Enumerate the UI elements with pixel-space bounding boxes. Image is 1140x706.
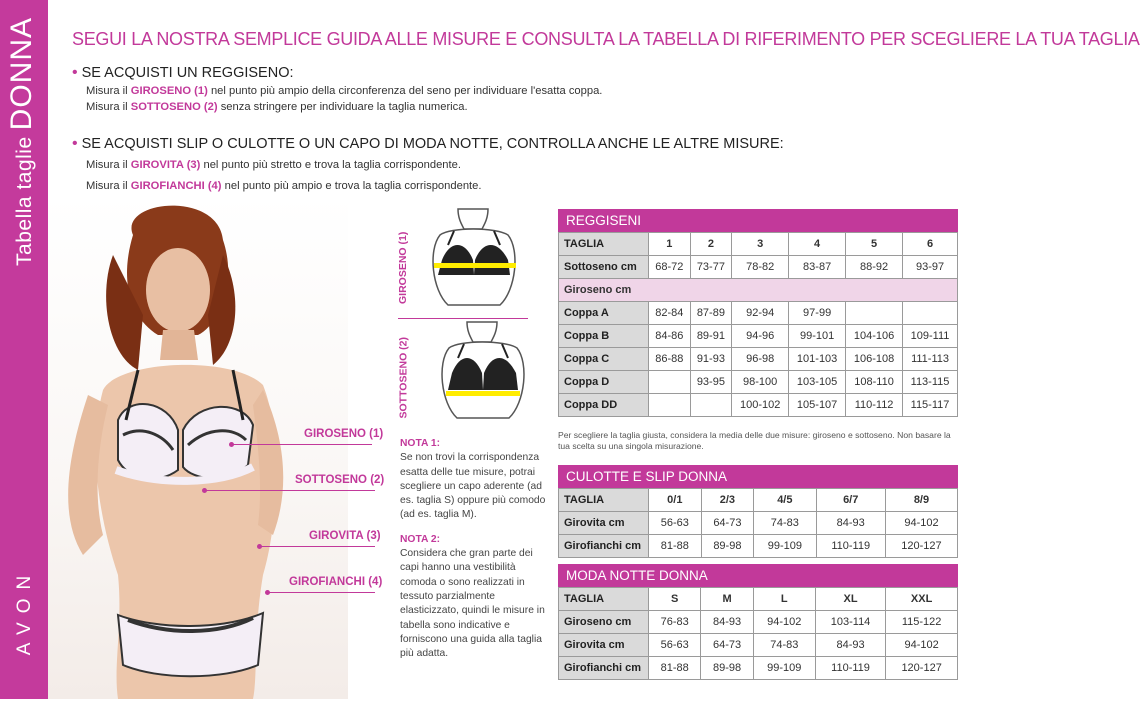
table-cell: 84-93 <box>816 512 885 535</box>
table-row <box>559 634 958 657</box>
table-cell: 120-127 <box>886 657 958 680</box>
table-cell: 84-86 <box>649 325 691 348</box>
sidebar-title-small: Tabella taglie <box>13 136 36 266</box>
table-header-row <box>559 588 958 611</box>
reggiseni-title: REGGISENI <box>558 209 958 232</box>
table-cell: 73-77 <box>690 256 732 279</box>
girovita-dot <box>257 544 262 549</box>
table-row <box>559 325 958 348</box>
note2-text: Considera che gran parte dei capi hanno una vestibilità comoda o sono realizzati in tessuto parzialmente elasticizzato, quindi le misure in tabella sono indicative e forniscono una guida alla taglia più adatta. <box>400 548 545 660</box>
bullet-icon: • <box>72 135 78 152</box>
table-cell: 68-72 <box>649 256 691 279</box>
table-cell: 89-98 <box>701 657 753 680</box>
table-cell: 103-105 <box>789 371 846 394</box>
bra-instruction-2: Misura il SOTTOSENO (2) senza stringere per individuare la taglia numerica. <box>86 101 468 113</box>
section-bra-heading: • SE ACQUISTI UN REGGISENO: <box>72 64 294 81</box>
table-cell: 99-109 <box>754 535 816 558</box>
table-cell: 82-84 <box>649 302 691 325</box>
page-headline: SEGUI LA NOSTRA SEMPLICE GUIDA ALLE MISURE E CONSULTA LA TABELLA DI RIFERIMENTO PER SCEGLIERE LA TUA TAGLIA <box>72 29 1140 49</box>
row-label: Girovita cm <box>559 634 649 657</box>
size-header: 3 <box>732 233 789 256</box>
taglia-label: TAGLIA <box>559 489 649 512</box>
callout-giroseno: GIROSENO (1) <box>304 428 384 440</box>
callout-sottoseno: SOTTOSENO (2) <box>295 474 385 486</box>
girovita-line <box>260 546 375 547</box>
table-cell: 86-88 <box>649 348 691 371</box>
table-row <box>559 256 958 279</box>
row-label: Girofianchi cm <box>559 657 649 680</box>
bra-instruction-1: Misura il GIROSENO (1) nel punto più ampio della circonferenza del seno per individuare l'esatta coppa. <box>86 85 603 97</box>
row-label: Sottoseno cm <box>559 256 649 279</box>
giroseno-subheader: Giroseno cm <box>559 279 958 302</box>
table-row <box>559 371 958 394</box>
mannequin-sottoseno-icon <box>432 318 532 423</box>
culotte-table-block <box>558 465 958 558</box>
table-cell: 96-98 <box>732 348 789 371</box>
table-cell: 94-96 <box>732 325 789 348</box>
sottoseno-line <box>205 490 375 491</box>
table-cell: 87-89 <box>690 302 732 325</box>
table-cell <box>846 302 903 325</box>
table-row <box>559 302 958 325</box>
size-header: XXL <box>886 588 958 611</box>
table-row <box>559 512 958 535</box>
table-cell: 84-93 <box>701 611 753 634</box>
briefs-instruction-1: Misura il GIROVITA (3) nel punto più stretto e trova la taglia corrispondente. <box>86 159 461 171</box>
table-subheader-row <box>559 279 958 302</box>
row-label: Girofianchi cm <box>559 535 649 558</box>
culotte-table <box>558 488 958 558</box>
table-cell: 89-98 <box>701 535 754 558</box>
table-cell <box>649 394 691 417</box>
table-cell: 64-73 <box>701 512 754 535</box>
row-label: Coppa B <box>559 325 649 348</box>
reggiseni-footnote: Per scegliere la taglia giusta, considera la media delle due misure: giroseno e sottoseno. Non basare la tua scelta su una singola misurazione. <box>558 430 951 451</box>
table-cell: 89-91 <box>690 325 732 348</box>
table-cell: 105-107 <box>789 394 846 417</box>
bullet-icon: • <box>72 64 78 81</box>
table-cell: 110-112 <box>846 394 903 417</box>
sidebar-title-big: DONNA <box>5 17 38 131</box>
table-cell: 108-110 <box>846 371 903 394</box>
moda-notte-table-block <box>558 564 958 680</box>
table-cell: 92-94 <box>732 302 789 325</box>
table-cell: 98-100 <box>732 371 789 394</box>
model-photo <box>48 195 348 699</box>
table-row <box>559 611 958 634</box>
size-header: 6 <box>903 233 958 256</box>
table-cell: 81-88 <box>649 535 702 558</box>
size-header: 1 <box>649 233 691 256</box>
table-cell: 100-102 <box>732 394 789 417</box>
row-label: Coppa DD <box>559 394 649 417</box>
size-header: S <box>649 588 701 611</box>
culotte-title: CULOTTE E SLIP DONNA <box>558 465 958 488</box>
table-cell: 74-83 <box>754 512 816 535</box>
table-cell: 101-103 <box>789 348 846 371</box>
table-cell: 106-108 <box>846 348 903 371</box>
table-cell: 113-115 <box>903 371 958 394</box>
reggiseni-table <box>558 232 958 417</box>
table-cell: 110-119 <box>815 657 885 680</box>
note1-title: NOTA 1: <box>400 438 441 449</box>
table-row <box>559 657 958 680</box>
mannequin-giroseno-icon <box>420 205 530 310</box>
sidebar <box>0 0 48 699</box>
table-cell: 94-102 <box>885 512 957 535</box>
table-cell: 64-73 <box>701 634 753 657</box>
giroseno-dot <box>229 442 234 447</box>
table-cell <box>903 302 958 325</box>
table-cell: 94-102 <box>886 634 958 657</box>
table-cell: 94-102 <box>753 611 815 634</box>
table-cell: 56-63 <box>649 634 701 657</box>
table-cell: 91-93 <box>690 348 732 371</box>
reggiseni-table-block <box>558 209 958 417</box>
table-cell <box>690 394 732 417</box>
table-row <box>559 535 958 558</box>
table-row <box>559 348 958 371</box>
table-header-row <box>559 489 958 512</box>
table-cell: 103-114 <box>815 611 885 634</box>
taglia-label: TAGLIA <box>559 588 649 611</box>
giroseno-line <box>232 444 372 445</box>
table-cell: 84-93 <box>815 634 885 657</box>
table-cell: 93-97 <box>903 256 958 279</box>
sottoseno-dot <box>202 488 207 493</box>
diagram-label-sottoseno: SOTTOSENO (2) <box>397 337 410 419</box>
size-header: L <box>753 588 815 611</box>
table-cell: 111-113 <box>903 348 958 371</box>
size-header: 2 <box>690 233 732 256</box>
notes <box>400 437 550 661</box>
size-header: 8/9 <box>885 489 957 512</box>
briefs-instruction-2: Misura il GIROFIANCHI (4) nel punto più ampio e trova la taglia corrispondente. <box>86 180 482 192</box>
moda-notte-title: MODA NOTTE DONNA <box>558 564 958 587</box>
table-cell: 76-83 <box>649 611 701 634</box>
table-cell: 83-87 <box>789 256 846 279</box>
girofianchi-dot <box>265 590 270 595</box>
table-cell: 97-99 <box>789 302 846 325</box>
callout-girofianchi: GIROFIANCHI (4) <box>289 576 383 588</box>
table-cell: 93-95 <box>690 371 732 394</box>
callout-girovita: GIROVITA (3) <box>309 530 381 542</box>
table-cell: 104-106 <box>846 325 903 348</box>
section-briefs-heading: • SE ACQUISTI SLIP O CULOTTE O UN CAPO DI MODA NOTTE, CONTROLLA ANCHE LE ALTRE MISURE: <box>72 135 784 152</box>
size-header: 2/3 <box>701 489 754 512</box>
size-header: XL <box>815 588 885 611</box>
table-row <box>559 394 958 417</box>
note1-text: Se non trovi la corrispondenza esatta delle tue misure, potrai scegliere un capo aderente (ad es. taglia S) oppure più comodo (ad es. taglia M). <box>400 452 546 521</box>
table-cell <box>649 371 691 394</box>
size-header: M <box>701 588 753 611</box>
table-cell: 99-109 <box>753 657 815 680</box>
row-label: Girovita cm <box>559 512 649 535</box>
row-label: Coppa A <box>559 302 649 325</box>
table-cell: 56-63 <box>649 512 702 535</box>
taglia-label: TAGLIA <box>559 233 649 256</box>
table-cell: 120-127 <box>885 535 957 558</box>
table-cell: 78-82 <box>732 256 789 279</box>
table-cell: 115-117 <box>903 394 958 417</box>
row-label: Coppa D <box>559 371 649 394</box>
moda-notte-table <box>558 587 958 680</box>
table-cell: 74-83 <box>753 634 815 657</box>
row-label: Coppa C <box>559 348 649 371</box>
table-cell: 110-119 <box>816 535 885 558</box>
size-header: 6/7 <box>816 489 885 512</box>
diagram-label-giroseno: GIROSENO (1) <box>397 231 409 304</box>
row-label: Giroseno cm <box>559 611 649 634</box>
table-cell: 81-88 <box>649 657 701 680</box>
girofianchi-line <box>268 592 375 593</box>
size-header: 4 <box>789 233 846 256</box>
table-cell: 109-111 <box>903 325 958 348</box>
brand-logo: AVON <box>14 566 35 656</box>
note2-title: NOTA 2: <box>400 533 441 545</box>
size-header: 5 <box>846 233 903 256</box>
table-cell: 99-101 <box>789 325 846 348</box>
sidebar-title <box>5 17 39 317</box>
size-header: 4/5 <box>754 489 816 512</box>
table-cell: 115-122 <box>886 611 958 634</box>
size-header: 0/1 <box>649 489 702 512</box>
table-cell: 88-92 <box>846 256 903 279</box>
table-header-row <box>559 233 958 256</box>
